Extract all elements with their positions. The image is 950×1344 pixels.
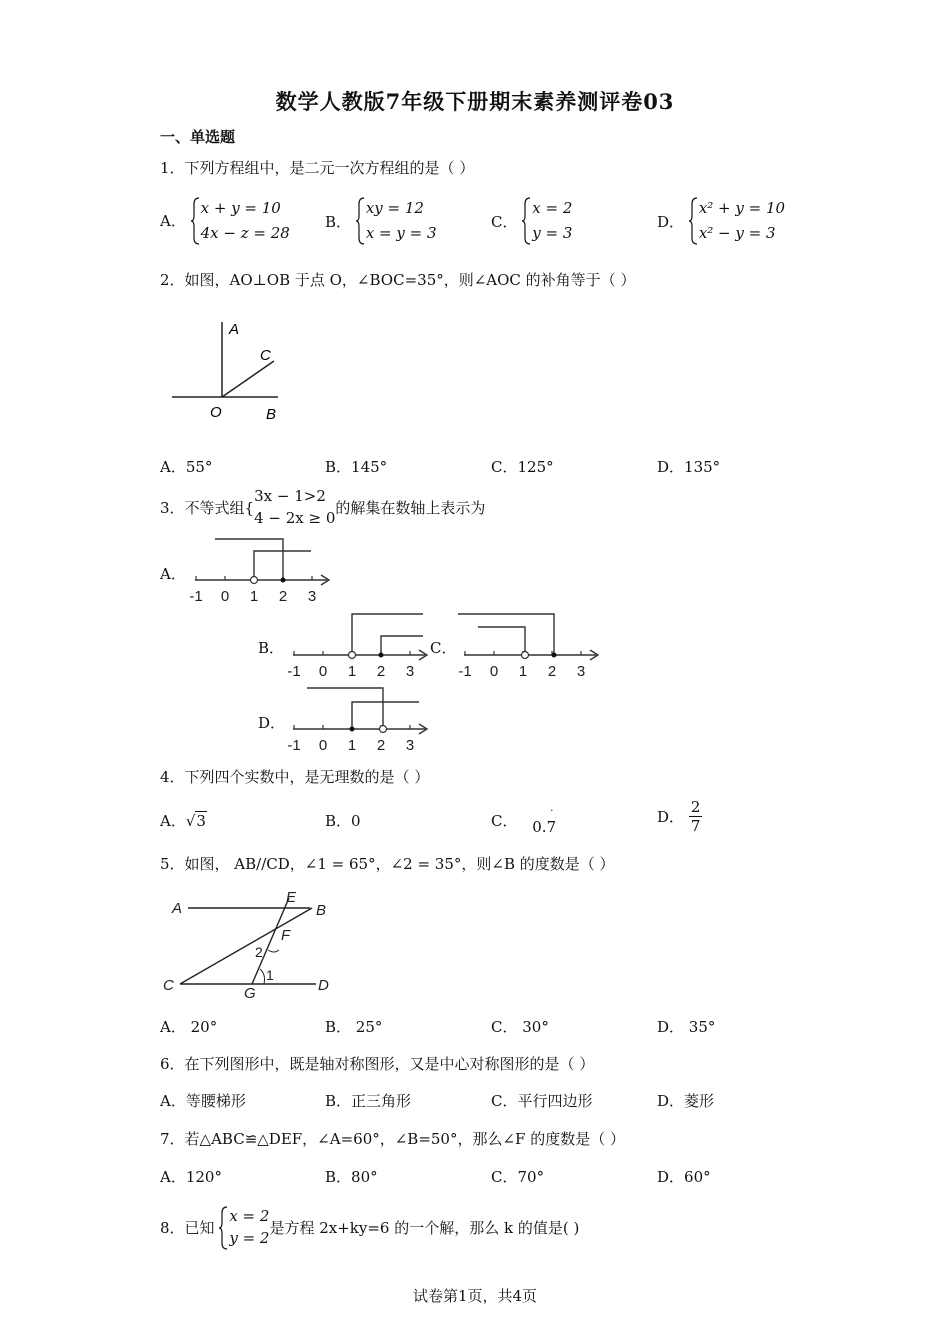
- q1-b-eq2: x = y = 3: [365, 224, 437, 242]
- q3-number-line-a[interactable]: [185, 535, 335, 605]
- q6-stem: 6．在下列图形中，既是轴对称图形，又是中心对称图形的是（ ）: [160, 1055, 595, 1073]
- q4-option-c[interactable]: [491, 806, 557, 836]
- q1-c-eq2: y = 3: [532, 224, 573, 242]
- q3-ineq2: 4 − 2x ≥ 0: [254, 509, 336, 527]
- tick-label: 3: [576, 663, 586, 680]
- tick-label: 1: [518, 663, 528, 680]
- q4-c-number: 0.7: [532, 818, 557, 836]
- q5-option-b[interactable]: B． 25°: [325, 1018, 383, 1036]
- q1-a-eq2: 4x − z = 28: [200, 224, 290, 242]
- q6-option-c[interactable]: C．平行四边形: [491, 1092, 593, 1110]
- q5-option-a[interactable]: A． 20°: [160, 1018, 218, 1036]
- q3-stem-post: 的解集在数轴上表示为: [335, 498, 486, 517]
- label-a: A: [172, 900, 183, 917]
- label-c: C: [163, 977, 174, 994]
- q1-c-label: C．: [491, 212, 518, 231]
- fraction-denominator: 7: [690, 817, 701, 835]
- tick-label: 2: [278, 588, 288, 605]
- open-dot: [349, 652, 356, 659]
- q5-option-c[interactable]: C． 30°: [491, 1018, 549, 1036]
- q1-a-system: [191, 196, 290, 246]
- open-dot: [380, 726, 387, 733]
- q7-option-d[interactable]: D．60°: [657, 1168, 711, 1186]
- closed-dot: [552, 653, 557, 658]
- tick-label: 1: [347, 663, 357, 680]
- tick-label: 3: [307, 588, 317, 605]
- q7-option-c[interactable]: C．70°: [491, 1168, 545, 1186]
- q8-eq2: y = 2: [229, 1229, 270, 1247]
- q4-d-fraction: [689, 798, 703, 835]
- q1-d-eq1: x² + y = 10: [698, 199, 786, 217]
- q4-option-b[interactable]: B．0: [325, 812, 361, 830]
- q2-option-c[interactable]: C．125°: [491, 458, 554, 476]
- q5-stem: 5．如图， AB//CD，∠1 = 65°，∠2 = 35°，则∠B 的度数是（ ）: [160, 855, 615, 873]
- q3-stem: [160, 485, 485, 529]
- fraction-numerator: 2: [690, 798, 701, 816]
- q3-stem-pre: 3．不等式组{: [160, 498, 255, 517]
- q4-c-value: [532, 806, 557, 836]
- tick-label: 1: [249, 588, 259, 605]
- q1-stem: 1．下列方程组中，是二元一次方程组的是（ ）: [160, 159, 475, 177]
- tick-label: 1: [347, 737, 357, 754]
- q2-option-d[interactable]: D．135°: [657, 458, 721, 476]
- q1-b-label: B．: [325, 212, 352, 231]
- closed-dot: [350, 727, 355, 732]
- q7-option-a[interactable]: A．120°: [160, 1168, 222, 1186]
- tick-label: 0: [318, 663, 328, 680]
- closed-dot: [281, 578, 286, 583]
- q6-option-b[interactable]: B．正三角形: [325, 1092, 412, 1110]
- q1-option-b[interactable]: [325, 196, 437, 246]
- q1-d-eq2: x² − y = 3: [698, 224, 776, 242]
- label-a: A: [229, 321, 240, 338]
- angle-label-1: 1: [266, 967, 274, 983]
- q4-c-label: C．: [491, 812, 518, 830]
- q1-b-eq1: xy = 12: [365, 199, 424, 217]
- closed-dot: [379, 653, 384, 658]
- tick-label: -1: [189, 588, 203, 605]
- q2-option-a[interactable]: A．55°: [160, 458, 213, 476]
- tick-label: -1: [287, 737, 301, 754]
- q3-option-a-label[interactable]: A．: [160, 565, 186, 583]
- q8-system: [219, 1205, 269, 1249]
- q8-stem: [160, 1205, 579, 1249]
- q4-stem: 4．下列四个实数中，是无理数的是（ ）: [160, 768, 430, 786]
- label-b: B: [316, 902, 327, 919]
- page-footer: 试卷第1页，共4页: [412, 1287, 538, 1305]
- brace-icon: [356, 196, 366, 246]
- q7-option-b[interactable]: B．80°: [325, 1168, 378, 1186]
- tick-label: 3: [405, 737, 415, 754]
- tick-label: -1: [287, 663, 301, 680]
- q6-option-a[interactable]: A．等腰梯形: [160, 1092, 246, 1110]
- q2-figure: [160, 310, 310, 430]
- q4-d-label: D．: [657, 808, 685, 826]
- q8-stem-post: 是方程 2x+ky=6 的一个解，那么 k 的值是( ): [269, 1218, 580, 1237]
- q6-option-d[interactable]: D．菱形: [657, 1092, 715, 1110]
- q3-number-line-c[interactable]: [454, 610, 604, 680]
- q2-stem: 2．如图，AO⊥OB 于点 O，∠BOC=35°，则∠AOC 的补角等于（ ）: [160, 271, 636, 289]
- tick-label: 0: [220, 588, 230, 605]
- q8-eq1: x = 2: [229, 1207, 270, 1225]
- label-g: G: [244, 985, 256, 1002]
- brace-icon: [191, 196, 201, 246]
- q3-ineq1: 3x − 1>2: [254, 487, 326, 505]
- open-dot: [522, 652, 529, 659]
- angle-label-2: 2: [255, 944, 263, 960]
- q8-stem-pre: 8．已知: [160, 1218, 215, 1237]
- q1-a-eq1: x + y = 10: [200, 199, 281, 217]
- brace-icon: [522, 196, 532, 246]
- tick-label: 2: [376, 663, 386, 680]
- q3-option-b-label[interactable]: B．: [258, 639, 285, 657]
- label-o: O: [210, 404, 222, 421]
- q4-a-radicand: 3: [196, 812, 206, 830]
- q1-d-label: D．: [657, 212, 685, 231]
- page-title: 数学人教版7年级下册期末素养测评卷03: [275, 89, 675, 114]
- q3-number-line-d[interactable]: [283, 684, 433, 754]
- q1-option-d[interactable]: [657, 196, 785, 246]
- q1-c-system: [522, 196, 572, 246]
- q3-number-line-b[interactable]: [283, 610, 433, 680]
- label-b: B: [266, 406, 277, 423]
- tick-label: 0: [318, 737, 328, 754]
- q1-d-system: [689, 196, 785, 246]
- q4-option-a[interactable]: [160, 810, 207, 831]
- q4-option-d[interactable]: [657, 798, 702, 835]
- section-heading: 一、单选题: [160, 128, 236, 146]
- q1-b-system: [356, 196, 437, 246]
- label-c: C: [260, 347, 271, 364]
- q7-stem: 7．若△ABC≌△DEF，∠A=60°，∠B=50°，那么∠F 的度数是（ ）: [160, 1130, 625, 1148]
- tick-label: -1: [458, 663, 472, 680]
- q5-figure: [160, 882, 350, 1006]
- repeating-dot-icon: ·: [550, 806, 554, 817]
- q1-a-label: A．: [160, 211, 186, 230]
- open-dot: [251, 577, 258, 584]
- brace-icon: [689, 196, 699, 246]
- q4-a-label: A．: [160, 812, 186, 830]
- q1-c-eq1: x = 2: [532, 199, 573, 217]
- tick-label: 3: [405, 663, 415, 680]
- q2-option-b[interactable]: B．145°: [325, 458, 388, 476]
- q5-option-d[interactable]: D． 35°: [657, 1018, 716, 1036]
- q1-option-a[interactable]: [160, 196, 290, 246]
- tick-label: 0: [489, 663, 499, 680]
- label-f: F: [281, 927, 291, 944]
- brace-icon: [219, 1205, 229, 1251]
- tick-label: 2: [376, 737, 386, 754]
- label-d: D: [318, 977, 329, 994]
- q3-option-c-label[interactable]: C．: [430, 639, 457, 657]
- tick-label: 2: [547, 663, 557, 680]
- q1-option-c[interactable]: [491, 196, 572, 246]
- sqrt-icon: √ 3: [185, 812, 206, 830]
- q3-option-d-label[interactable]: D．: [258, 714, 286, 732]
- label-e: E: [286, 889, 297, 906]
